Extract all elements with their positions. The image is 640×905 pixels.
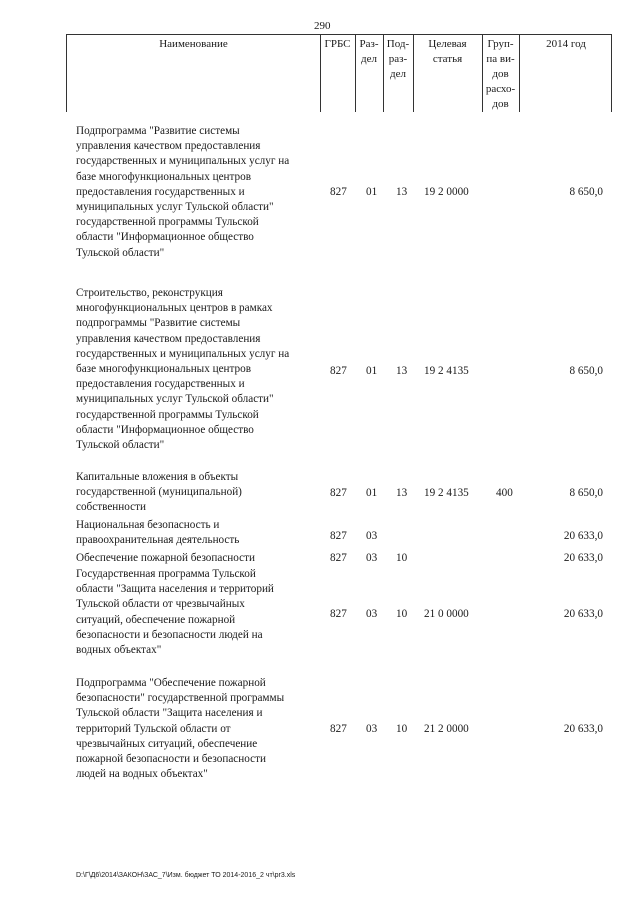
- row-celevaya: 19 2 4135: [424, 365, 469, 377]
- row-amount: 8 650,0: [569, 487, 603, 499]
- row-celevaya: 21 0 0000: [424, 608, 469, 620]
- header-name: Наименование: [159, 38, 228, 50]
- row-grbs: 827: [330, 530, 347, 542]
- row-amount: 20 633,0: [563, 608, 603, 620]
- row-podrazdel: 10: [396, 552, 408, 564]
- row-razdel: 01: [366, 365, 378, 377]
- file-path-footer: D:\Г\Д6\2014\ЗАКОН\ЗАС_7\Изм. бюджет ТО 2014-2016_2 чт\pr3.xls: [76, 872, 296, 879]
- row-celevaya: 21 2 0000: [424, 723, 469, 735]
- row-razdel: 03: [366, 723, 378, 735]
- row-grbs: 827: [330, 365, 347, 377]
- row-podrazdel: 13: [396, 487, 408, 499]
- row-name: Обеспечение пожарной безопасности: [76, 552, 256, 564]
- row-podrazdel: 10: [396, 608, 408, 620]
- row-gruppa: 400: [496, 487, 513, 499]
- header-gruppa: Груп- па ви- дов расхо- дов: [485, 38, 516, 110]
- row-podrazdel: 10: [396, 723, 408, 735]
- row-grbs: 827: [330, 608, 347, 620]
- row-razdel: 03: [366, 608, 378, 620]
- row-amount: 20 633,0: [563, 530, 603, 542]
- row-razdel: 03: [366, 552, 378, 564]
- header-year: 2014 год: [546, 38, 586, 50]
- header-celevaya: Целевая статья: [428, 38, 467, 65]
- row-razdel: 01: [366, 186, 378, 198]
- header-razdel: Раз- дел: [359, 38, 379, 65]
- page-number: 290: [314, 20, 331, 32]
- row-podrazdel: 13: [396, 186, 408, 198]
- row-podrazdel: 13: [396, 365, 408, 377]
- row-name: Национальная безопасность и правоохранительная деятельность: [76, 519, 240, 547]
- row-razdel: 01: [366, 487, 378, 499]
- header-grbs: ГРБС: [324, 38, 351, 50]
- row-grbs: 827: [330, 186, 347, 198]
- row-celevaya: 19 2 0000: [424, 186, 469, 198]
- row-grbs: 827: [330, 552, 347, 564]
- row-amount: 8 650,0: [569, 186, 603, 198]
- row-name: Подпрограмма "Обеспечение пожарной безопасности" государственной программы Тульской области "Защита населения и территорий Тульской области от чрезвычайных ситуаций, обеспечение пожарной безопасности и безопасности людей на водных объектах": [76, 677, 285, 781]
- table-header: [66, 34, 612, 112]
- row-grbs: 827: [330, 487, 347, 499]
- header-podrazdel: Под- раз- дел: [386, 38, 410, 80]
- row-amount: 20 633,0: [563, 723, 603, 735]
- row-amount: 8 650,0: [569, 365, 603, 377]
- row-name: Государственная программа Тульской области "Защита населения и территорий Тульской области от чрезвычайных ситуаций, обеспечение пожарной безопасности и безопасности людей на водных объектах": [76, 568, 274, 657]
- row-name: Строительство, реконструкция многофункциональных центров в рамках подпрограммы "Развитие системы управления качеством предоставления государственных и муниципальных услуг на базе многофункциональных центров предоставления государственных и муниципальных услуг Тульской области" государственной программы Тульской области "Информационное общество Тульской области": [76, 287, 290, 452]
- row-amount: 20 633,0: [563, 552, 603, 564]
- row-name: Капитальные вложения в объекты государственной (муниципальной) собственности: [76, 471, 242, 514]
- row-razdel: 03: [366, 530, 378, 542]
- row-celevaya: 19 2 4135: [424, 487, 469, 499]
- row-name: Подпрограмма "Развитие системы управления качеством предоставления государственных и муниципальных услуг на базе многофункциональных центров предоставления государственных и муниципальных услуг Тульской области" государственной программы Тульской области "Информационное общество Тульской области": [76, 125, 290, 259]
- row-grbs: 827: [330, 723, 347, 735]
